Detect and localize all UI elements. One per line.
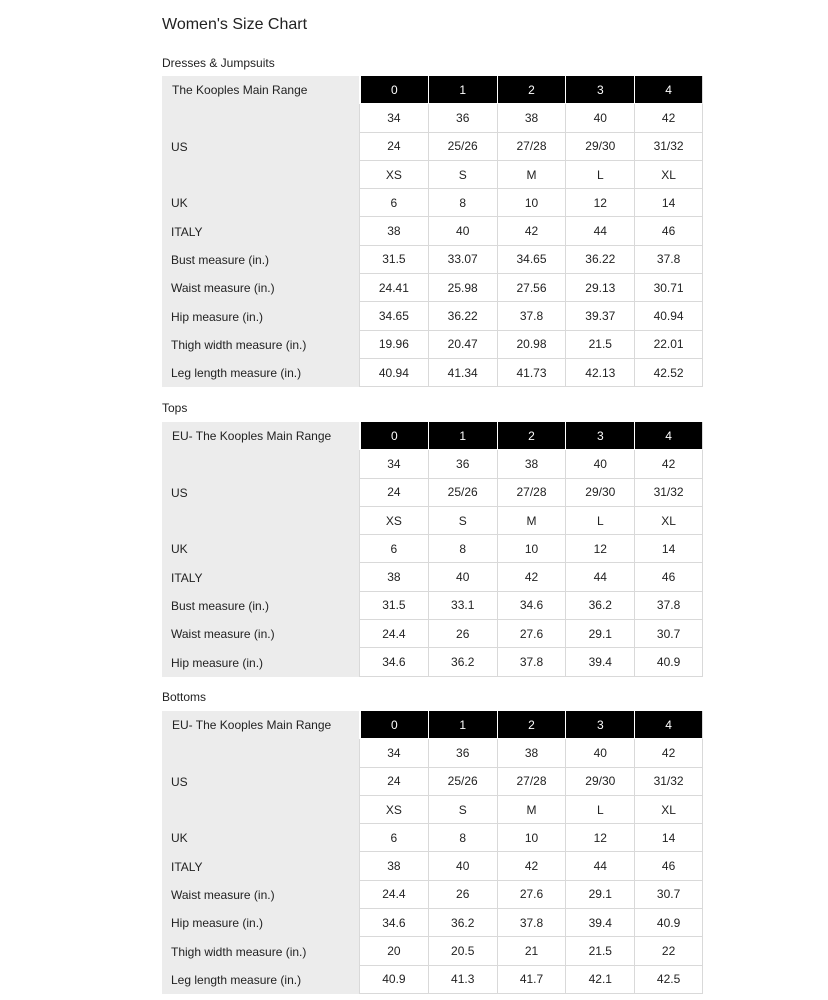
table-row [162,479,703,507]
row-label: US [162,479,359,507]
table-cell: 24 [359,133,428,161]
table-row [162,592,703,620]
table-cell: 21.5 [565,937,634,965]
table-cell: 38 [359,852,428,880]
table-cell: 14 [634,189,703,217]
table-cell: 19.96 [359,331,428,359]
row-label: Leg length measure (in.) [162,966,359,994]
table-cell: M [497,161,566,189]
table-cell: 26 [428,881,497,909]
table-row [162,852,703,880]
table-cell: S [428,161,497,189]
table-cell: 27/28 [497,133,566,161]
table-cell: 34.6 [497,592,566,620]
section-title-bottoms: Bottoms [162,690,207,704]
table-cell: 8 [428,824,497,852]
table-cell: 42 [497,852,566,880]
table-row [162,937,703,965]
table-cell: 42 [497,217,566,245]
table-cell: 38 [497,104,566,132]
table-cell: 27.6 [497,620,566,648]
row-label: Waist measure (in.) [162,274,359,302]
table-cell: 33.1 [428,592,497,620]
row-label: US [162,768,359,796]
table-cell: 36.2 [428,909,497,937]
size-header: 3 [565,711,634,739]
table-cell: 29.1 [565,881,634,909]
table-cell: 12 [565,824,634,852]
table-cell: 36 [428,739,497,767]
size-header: 4 [634,76,703,104]
table-cell: 36.22 [428,302,497,330]
table-row [162,768,703,796]
table-cell: 40.9 [359,966,428,994]
table-cell: 12 [565,535,634,563]
table-cell: 44 [565,563,634,591]
table-cell: 42.13 [565,359,634,387]
table-cell: M [497,796,566,824]
row-label [162,796,359,824]
table-cell: 31/32 [634,768,703,796]
table-cell: XL [634,796,703,824]
table-cell: 14 [634,535,703,563]
row-label: US [162,133,359,161]
table-cell: 44 [565,852,634,880]
row-label: Leg length measure (in.) [162,359,359,387]
table-cell: 37.8 [497,909,566,937]
table-cell: 12 [565,189,634,217]
table-cell: 10 [497,189,566,217]
table-cell: 40.94 [634,302,703,330]
table-cell: 8 [428,189,497,217]
row-label [162,507,359,535]
table-cell: 20.98 [497,331,566,359]
table-cell: 25/26 [428,479,497,507]
table-cell: 34.6 [359,909,428,937]
section-title-dresses-jumpsuits: Dresses & Jumpsuits [162,56,275,70]
row-label: ITALY [162,563,359,591]
table-row [162,796,703,824]
table-cell: 36.2 [565,592,634,620]
table-cell: 25/26 [428,133,497,161]
table-row [162,739,703,767]
table-cell: 29/30 [565,133,634,161]
table-cell: 24 [359,768,428,796]
table-cell: 10 [497,535,566,563]
size-header: 0 [359,422,428,450]
table-row [162,648,703,676]
table-cell: 20 [359,937,428,965]
table-row [162,450,703,478]
table-cell: 39.37 [565,302,634,330]
table-cell: 30.71 [634,274,703,302]
size-table-bottoms [162,711,703,994]
table-cell: 42 [634,450,703,478]
table-cell: 40.94 [359,359,428,387]
table-row [162,359,703,387]
row-label: UK [162,824,359,852]
table-cell: 25/26 [428,768,497,796]
row-label: Hip measure (in.) [162,302,359,330]
table-cell: L [565,796,634,824]
table-cell: 40 [428,563,497,591]
table-cell: 6 [359,189,428,217]
table-cell: 20.5 [428,937,497,965]
table-cell: 34.6 [359,648,428,676]
table-cell: 37.8 [497,302,566,330]
table-cell: 34.65 [359,302,428,330]
table-cell: XS [359,161,428,189]
table-cell: 34.65 [497,246,566,274]
table-cell: 31.5 [359,246,428,274]
table-cell: 34 [359,450,428,478]
table-cell: XL [634,507,703,535]
table-cell: 24.4 [359,881,428,909]
table-cell: 40 [428,217,497,245]
table-cell: 24.4 [359,620,428,648]
table-cell: 41.7 [497,966,566,994]
table-row [162,620,703,648]
size-header: 4 [634,711,703,739]
row-label [162,104,359,132]
table-row [162,274,703,302]
page-title: Women's Size Chart [162,16,308,33]
size-header: 0 [359,76,428,104]
size-header: 2 [497,76,566,104]
table-cell: XS [359,796,428,824]
section-title-tops: Tops [162,401,188,415]
row-label [162,161,359,189]
table-cell: 27.56 [497,274,566,302]
table-cell: 46 [634,217,703,245]
table-cell: 40 [565,104,634,132]
table-cell: 24 [359,479,428,507]
table-cell: 27/28 [497,479,566,507]
table-cell: 42 [634,104,703,132]
row-label: Thigh width measure (in.) [162,331,359,359]
row-label [162,450,359,478]
table-cell: 36.22 [565,246,634,274]
table-row [162,104,703,132]
table-cell: 44 [565,217,634,245]
table-cell: 29.13 [565,274,634,302]
table-cell: 31/32 [634,133,703,161]
row-label: Thigh width measure (in.) [162,937,359,965]
table-cell: 41.3 [428,966,497,994]
table-cell: S [428,796,497,824]
table-row [162,331,703,359]
table-row [162,189,703,217]
table-cell: 46 [634,563,703,591]
range-label: EU- The Kooples Main Range [162,422,359,450]
table-cell: 14 [634,824,703,852]
table-row [162,563,703,591]
table-cell: 40 [565,739,634,767]
row-label: UK [162,535,359,563]
table-cell: 27/28 [497,768,566,796]
table-cell: 31.5 [359,592,428,620]
row-label: Waist measure (in.) [162,881,359,909]
table-cell: 38 [359,563,428,591]
row-label: ITALY [162,217,359,245]
table-row [162,133,703,161]
row-label: UK [162,189,359,217]
table-row [162,161,703,189]
table-cell: 29/30 [565,768,634,796]
size-header: 2 [497,422,566,450]
table-cell: 10 [497,824,566,852]
table-cell: 6 [359,824,428,852]
table-row [162,881,703,909]
size-header: 2 [497,711,566,739]
table-cell: 25.98 [428,274,497,302]
table-cell: 22 [634,937,703,965]
range-label: EU- The Kooples Main Range [162,711,359,739]
table-cell: 20.47 [428,331,497,359]
table-cell: 36 [428,104,497,132]
table-cell: 30.7 [634,881,703,909]
table-cell: 30.7 [634,620,703,648]
table-row [162,246,703,274]
table-row [162,824,703,852]
table-cell: 31/32 [634,479,703,507]
table-cell: 38 [497,450,566,478]
table-row [162,302,703,330]
table-cell: S [428,507,497,535]
table-cell: 42 [497,563,566,591]
size-header: 4 [634,422,703,450]
table-cell: 40 [428,852,497,880]
table-cell: L [565,161,634,189]
table-cell: 39.4 [565,909,634,937]
table-cell: 36 [428,450,497,478]
table-cell: 42.1 [565,966,634,994]
table-cell: 27.6 [497,881,566,909]
row-label [162,739,359,767]
table-row [162,217,703,245]
size-header: 1 [428,422,497,450]
table-cell: 21.5 [565,331,634,359]
table-cell: 42.52 [634,359,703,387]
table-cell: 46 [634,852,703,880]
row-label: Hip measure (in.) [162,648,359,676]
table-cell: L [565,507,634,535]
size-table-tops [162,422,703,677]
table-cell: 22.01 [634,331,703,359]
table-cell: 39.4 [565,648,634,676]
table-cell: 40.9 [634,909,703,937]
size-header: 3 [565,76,634,104]
range-label: The Kooples Main Range [162,76,359,104]
table-row [162,507,703,535]
table-cell: 42 [634,739,703,767]
table-cell: 41.73 [497,359,566,387]
table-cell: 29.1 [565,620,634,648]
size-header: 3 [565,422,634,450]
table-header-row [162,422,703,450]
size-header: 1 [428,711,497,739]
table-cell: 36.2 [428,648,497,676]
table-cell: XS [359,507,428,535]
table-cell: 33.07 [428,246,497,274]
table-row [162,535,703,563]
table-cell: 37.8 [634,246,703,274]
table-cell: 26 [428,620,497,648]
table-cell: 21 [497,937,566,965]
size-table-dresses-jumpsuits [162,76,703,387]
table-cell: 41.34 [428,359,497,387]
table-cell: 8 [428,535,497,563]
table-cell: 6 [359,535,428,563]
table-cell: 42.5 [634,966,703,994]
table-cell: M [497,507,566,535]
size-header: 0 [359,711,428,739]
table-cell: 38 [359,217,428,245]
table-row [162,909,703,937]
table-cell: 40.9 [634,648,703,676]
row-label: Bust measure (in.) [162,246,359,274]
table-cell: 37.8 [634,592,703,620]
size-header: 1 [428,76,497,104]
table-header-row [162,711,703,739]
table-cell: XL [634,161,703,189]
table-row [162,966,703,994]
table-cell: 34 [359,104,428,132]
row-label: Bust measure (in.) [162,592,359,620]
row-label: Hip measure (in.) [162,909,359,937]
table-cell: 38 [497,739,566,767]
table-cell: 37.8 [497,648,566,676]
table-cell: 29/30 [565,479,634,507]
table-header-row [162,76,703,104]
table-cell: 40 [565,450,634,478]
row-label: ITALY [162,852,359,880]
table-cell: 24.41 [359,274,428,302]
table-cell: 34 [359,739,428,767]
row-label: Waist measure (in.) [162,620,359,648]
